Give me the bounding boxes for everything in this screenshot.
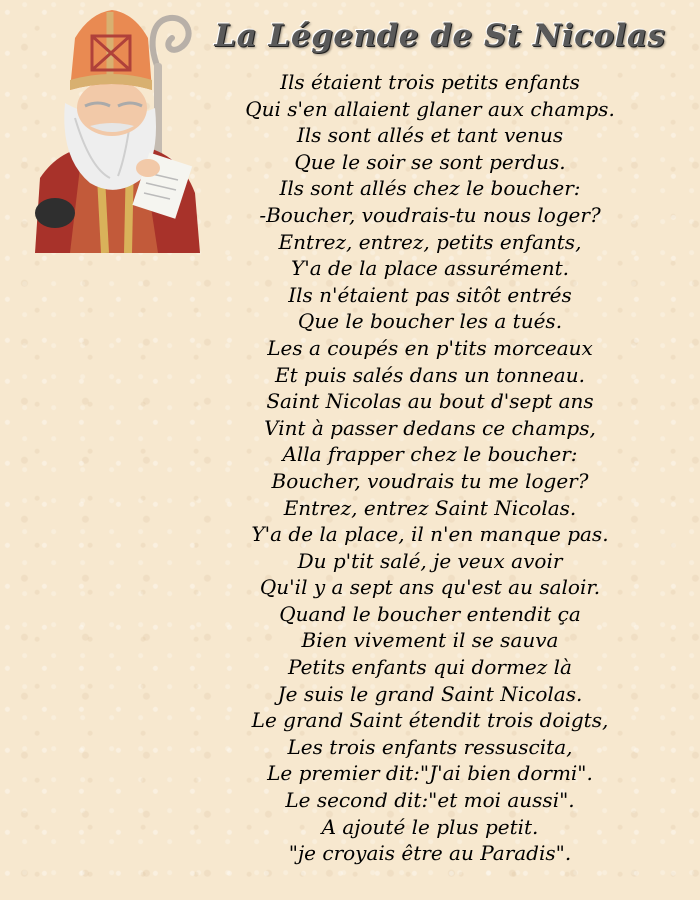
poem-line: Entrez, entrez Saint Nicolas. [283,495,577,520]
poem-line: Entrez, entrez, petits enfants, [278,229,582,254]
poem-line: Saint Nicolas au bout d'sept ans [266,389,594,414]
poem-line: Le premier dit:"J'ai bien dormi". [267,761,593,786]
poem-line: Y'a de la place, il n'en manque pas. [251,522,609,547]
poem-line: Le second dit:"et moi aussi". [285,788,575,813]
poem-line: "je croyais être au Paradis". [288,841,572,866]
poem-line: Les trois enfants ressuscita, [287,734,573,759]
poem-line: Petits enfants qui dormez là [288,655,572,680]
poem-line: Alla frapper chez le boucher: [282,442,578,467]
poem-line: Boucher, voudrais tu me loger? [271,468,589,493]
poem-title: La Légende de St Nicolas [214,18,666,54]
poem-line: Qui s'en allaient glaner aux champs. [245,96,615,121]
poem-line: Le grand Saint étendit trois doigts, [251,708,609,733]
poem-line: Qu'il y a sept ans qu'est au saloir. [259,575,601,600]
poem-line: Bien vivement il se sauva [301,628,559,653]
poem-line: A ajouté le plus petit. [321,814,539,839]
poem-line: Ils sont allés chez le boucher: [279,176,581,201]
poem-line: -Boucher, voudrais-tu nous loger? [259,202,601,227]
poem-line: Les a coupés en p'tits morceaux [267,335,593,360]
poem-line: Du p'tit salé, je veux avoir [297,548,563,573]
poem-line: Que le boucher les a tués. [297,309,563,334]
poem-line: Que le soir se sont perdus. [294,149,566,174]
poem-line: Ils sont allés et tant venus [296,123,564,148]
poem-line: Y'a de la place assurément. [291,256,569,281]
poem-line: Je suis le grand Saint Nicolas. [277,681,583,706]
poem-line: Et puis salés dans un tonneau. [275,362,585,387]
poem-line: Ils étaient trois petits enfants [280,70,580,94]
poem-body [160,69,700,867]
poem-line: Ils n'étaient pas sitôt entrés [288,282,572,307]
poem-line: Quand le boucher entendit ça [279,601,581,626]
poem-line: Vint à passer dedans ce champs, [264,415,596,440]
